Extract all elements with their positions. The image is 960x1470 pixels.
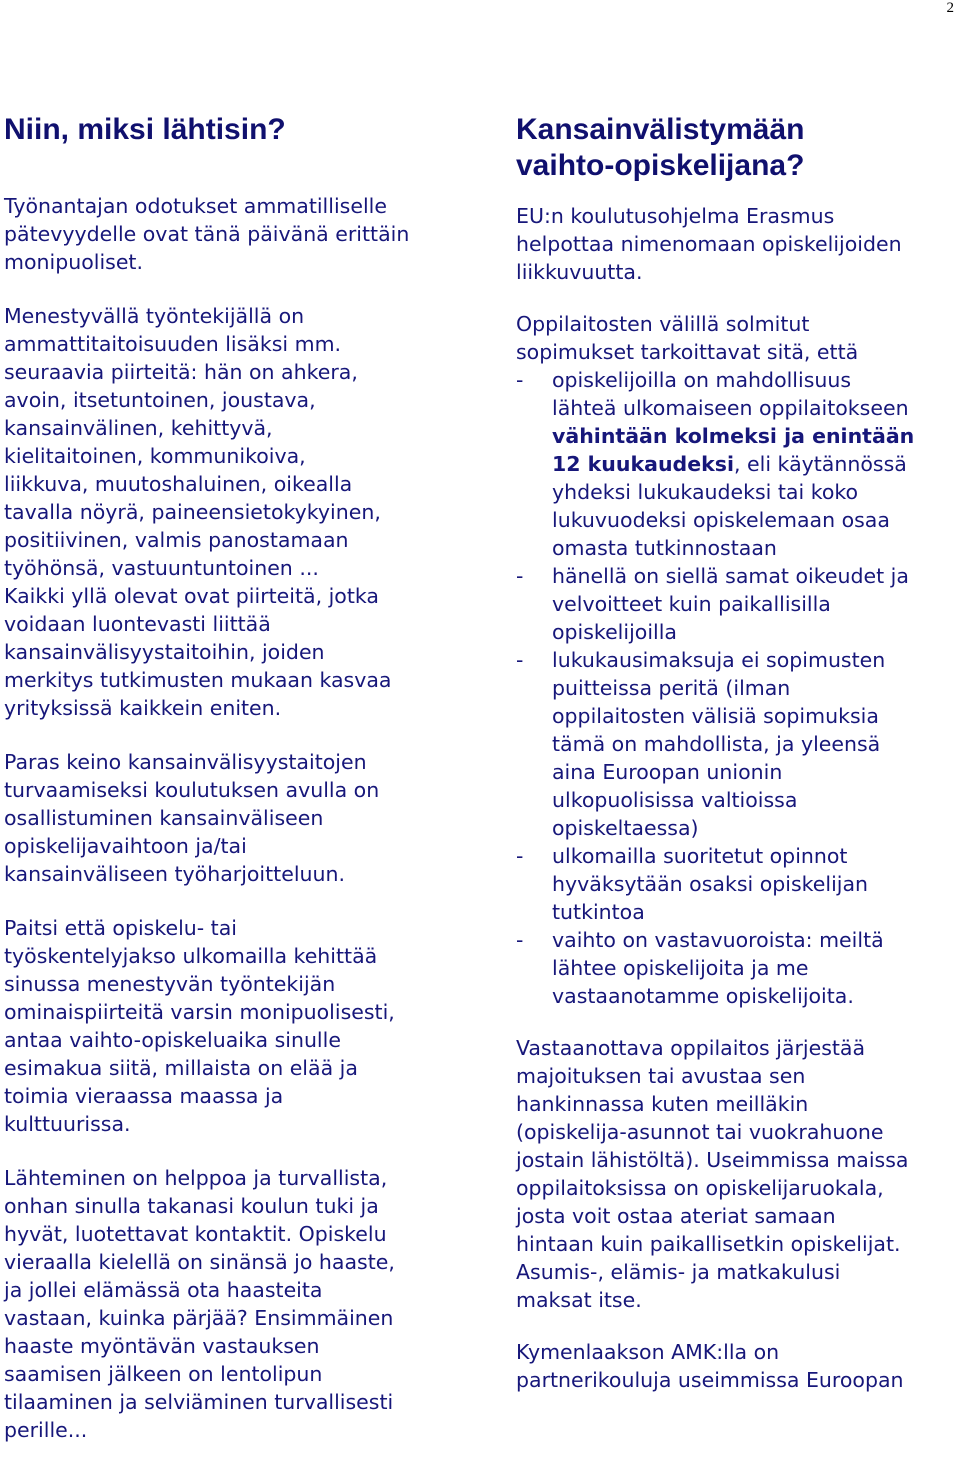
paragraph-housing: Vastaanottava oppilaitos järjestää majoituksen tai avustaa sen hankinnassa kuten meilläkin (opiskelija-asunnot tai vuokrahuone jostain lähistöltä). Useimmissa maissa oppilaitoksissa on opiskelijaruokala, josta voit ostaa ateriat samaan hintaan kuin paikallisetkin opiskelijat. Asumis-, elämis- ja matkakulusi maksat itse. xyxy=(516,1036,909,1312)
page-number: 2 xyxy=(946,0,954,16)
right-heading: Kansainvälistymään vaihto-opiskelijana? xyxy=(516,113,805,182)
paragraph-successful-employee-traits: Menestyvällä työntekijällä on ammattitaitoisuuden lisäksi mm. seuraavia piirteitä: hän on ahkera, avoin, itsetuntoinen, joustava, kansainvälinen, kehittyvä, kielitaitoinen, kommunikoiva, liikkuva, muutoshaluinen, oikealla tavalla nöyrä, paineensietokykyinen, positiivinen, valmis panostamaan työhönsä, vastuuntuntoinen ... Kaikki yllä olevat ovat piirteitä, jotka voidaan luontevasti liittää kansainvälisyystaitoihin, joiden merkitys tutkimusten mukaan kasvaa yrityksissä kaikkein eniten. xyxy=(4,304,392,720)
paragraph-erasmus: EU:n koulutusohjelma Erasmus helpottaa nimenomaan opiskelijoiden liikkuvuutta. xyxy=(516,204,902,284)
list-item-text: , eli käytännössä yhdeksi lukukaudeksi tai koko lukuvuodeksi opiskelemaan osaa omasta tutkinnostaan xyxy=(552,452,907,560)
paragraph-best-way-international-skills: Paras keino kansainvälisyystaitojen turvaamiseksi koulutuksen avulla on osallistuminen kansainväliseen opiskelijavaihtoon ja/tai kansainväliseen työharjoitteluun. xyxy=(4,750,380,886)
paragraph-leaving-is-easy: Lähteminen on helppoa ja turvallista, onhan sinulla takanasi koulun tuki ja hyvät, luotettavat kontaktit. Opiskelu vieraalla kielellä on sinänsä jo haaste, ja jollei elämässä ota haasteita vastaan, kuinka pärjää? Ensimmäinen haaste myöntävän vastauksen saamisen jälkeen on lentolipun tilaaminen ja selviäminen turvallisesti perille... xyxy=(4,1166,395,1442)
left-column xyxy=(4,112,474,1470)
list-item: - ulkomailla suoritetut opinnot hyväksytään osaksi opiskelijan tutkintoa xyxy=(516,842,956,926)
right-column xyxy=(516,112,956,1418)
left-heading: Niin, miksi lähtisin? xyxy=(4,113,286,146)
list-item xyxy=(516,366,956,562)
list-item: - vaihto on vastavuoroista: meiltä lähtee opiskelijoita ja me vastaanotamme opiskelijoita. xyxy=(516,926,956,1010)
list-item-text: opiskelijoilla on mahdollisuus lähteä ulkomaiseen oppilaitokseen xyxy=(552,368,909,420)
list-item: - hänellä on siellä samat oikeudet ja velvoitteet kuin paikallisilla opiskelijoilla xyxy=(516,562,956,646)
list-item-bold-duration: vähintään kolmeksi ja enintään 12 kuukaudeksi xyxy=(552,424,915,476)
paragraph-agreements-intro: Oppilaitosten välillä solmitut sopimukset tarkoittavat sitä, että xyxy=(516,312,859,364)
list-item: - lukukausimaksuja ei sopimusten puitteissa peritä (ilman oppilaitosten välisiä sopimuksia tämä on mahdollista, ja yleensä aina Euroopan unionin ulkopuolisissa valtioissa opiskeltaessa) xyxy=(516,646,956,842)
paragraph-employer-expectations: Työnantajan odotukset ammatilliselle pätevyydelle ovat tänä päivänä erittäin monipuoliset. xyxy=(4,194,410,274)
agreement-terms-list xyxy=(516,366,956,1010)
paragraph-partner-schools: Kymenlaakson AMK:lla on partnerikouluja useimmissa Euroopan xyxy=(516,1340,904,1392)
paragraph-study-abroad-benefits: Paitsi että opiskelu- tai työskentelyjakso ulkomailla kehittää sinussa menestyvän työntekijän ominaispiirteitä varsin monipuolisesti, antaa vaihto-opiskeluaika sinulle esimakua siitä, millaista on elää ja toimia vieraassa maassa ja kulttuurissa. xyxy=(4,916,395,1136)
